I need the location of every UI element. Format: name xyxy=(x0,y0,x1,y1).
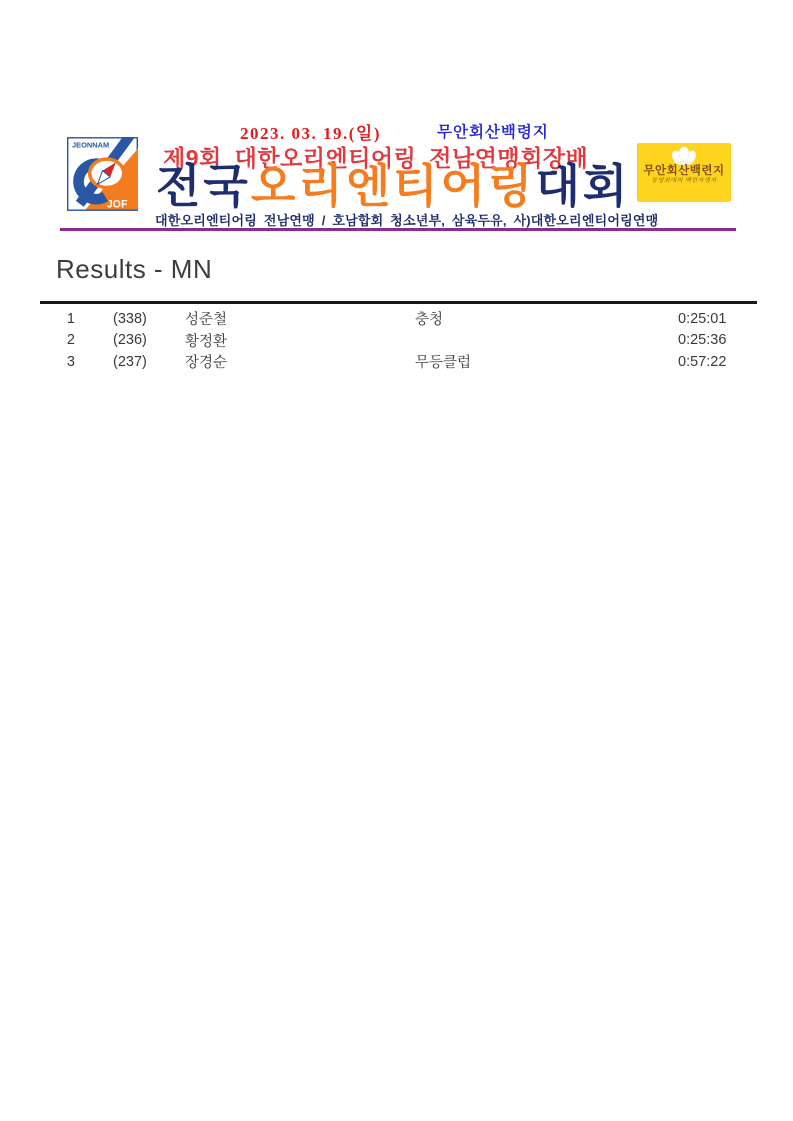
time-cell: 0:25:36 xyxy=(678,332,727,349)
lotus-logo-title: 무안회산백련지 xyxy=(643,165,725,177)
header-divider xyxy=(60,228,736,231)
event-date: 2023. 03. 19.(일) xyxy=(240,124,381,143)
results-divider xyxy=(40,301,757,304)
compass-icon xyxy=(67,137,138,211)
result-row xyxy=(40,330,757,352)
event-venue: 무안회산백령지 xyxy=(437,124,549,141)
rank-cell: 1 xyxy=(66,310,75,327)
time-cell: 0:25:01 xyxy=(678,310,727,327)
results-heading: Results - MN xyxy=(56,254,213,284)
club-cell: 무등클럽 xyxy=(415,355,472,372)
event-title-main xyxy=(156,160,631,212)
rank-cell: 2 xyxy=(66,332,75,349)
competitor-name-cell: 황정환 xyxy=(185,333,228,350)
event-title-part2: 오리엔티어링 xyxy=(250,160,536,212)
time-cell: 0:57:22 xyxy=(678,353,727,370)
bib-number-cell: (338) xyxy=(113,310,147,327)
bib-number-cell: (237) xyxy=(113,353,147,370)
result-row xyxy=(40,308,757,330)
lotus-logo-tagline: 동양최대의 백련자생지 xyxy=(651,178,717,184)
event-title-part3: 대회 xyxy=(535,160,631,212)
event-title-part1: 전국 xyxy=(156,160,251,212)
lotus-icon xyxy=(665,146,703,165)
lotus-logo xyxy=(637,143,731,202)
competitor-name-cell: 장경순 xyxy=(185,355,228,372)
competitor-name-cell: 성준철 xyxy=(185,312,228,329)
rank-cell: 3 xyxy=(66,353,75,370)
event-title-line1: 제9회 대한오리엔티어링 전남연맹회장배 xyxy=(163,145,589,171)
results-table xyxy=(40,308,757,373)
jof-logo xyxy=(67,137,138,211)
jof-logo-org-label: JOF xyxy=(106,198,128,211)
event-organizers: 대한오리엔티어링 전남연맹 / 호남합회 청소년부, 삼육두유, 사)대한오리엔티어링연맹 xyxy=(155,213,659,228)
bib-number-cell: (236) xyxy=(113,332,147,349)
result-row xyxy=(40,351,757,373)
club-cell: 충청 xyxy=(415,312,444,329)
jof-logo-region-label: JEONNAM xyxy=(71,140,110,150)
